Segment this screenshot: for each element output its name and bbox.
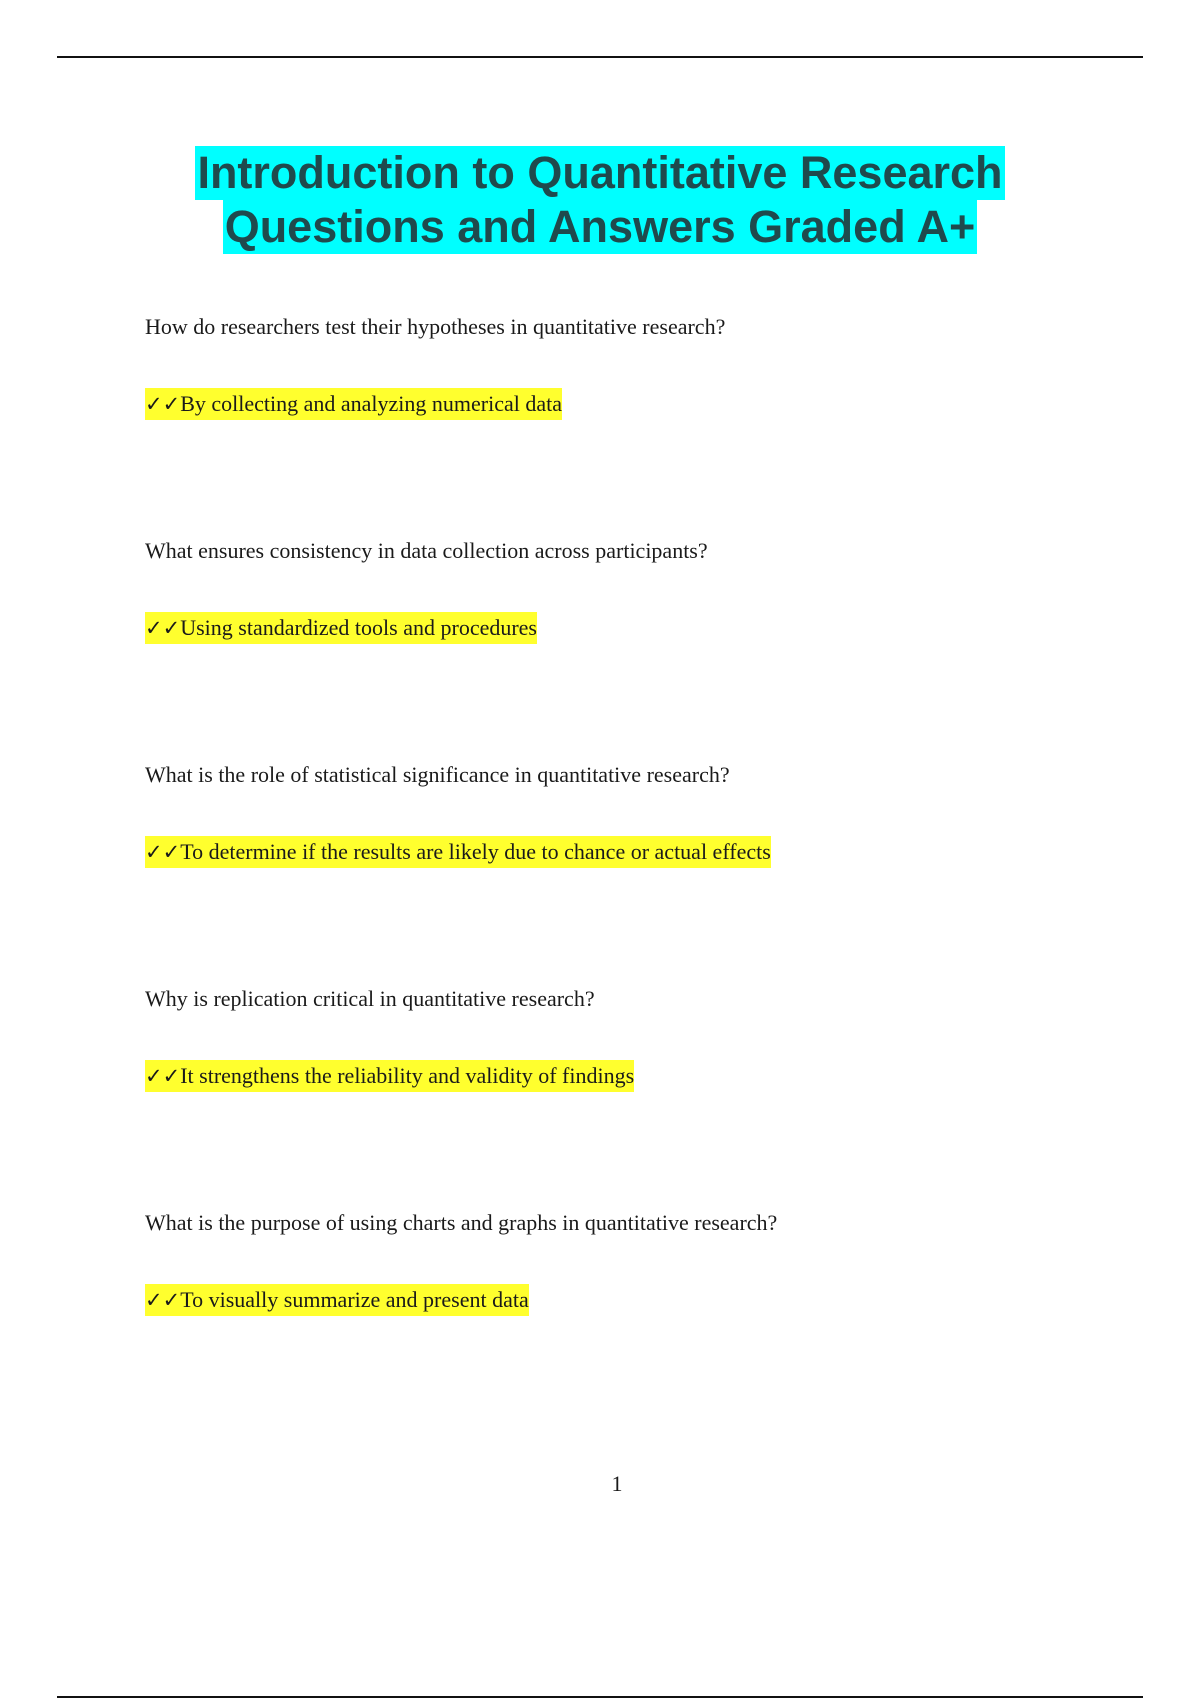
qa-item-4 <box>145 985 1145 1092</box>
double-check-icon: ✓✓ <box>145 1064 181 1088</box>
answer-text <box>145 388 562 420</box>
title-line-1: Introduction to Quantitative Research <box>197 147 1003 198</box>
answer-label: Using standardized tools and procedures <box>180 615 537 640</box>
footer-rule <box>57 1696 1143 1698</box>
double-check-icon: ✓✓ <box>145 616 181 640</box>
title-line-2: Questions and Answers Graded A+ <box>224 201 976 252</box>
qa-item-1 <box>145 313 1145 420</box>
answer-text <box>145 1284 529 1316</box>
answer-text <box>145 612 537 644</box>
answer-text <box>145 1060 634 1092</box>
qa-item-5 <box>145 1209 1145 1316</box>
answer-label: To visually summarize and present data <box>180 1287 529 1312</box>
document-title <box>0 146 1200 254</box>
header-rule <box>57 56 1143 58</box>
question-text: What is the role of statistical significance in quantitative research? <box>145 762 730 787</box>
question-text: How do researchers test their hypotheses in quantitative research? <box>145 314 726 339</box>
answer-label: To determine if the results are likely due to chance or actual effects <box>180 839 771 864</box>
double-check-icon: ✓✓ <box>145 840 181 864</box>
answer-label: By collecting and analyzing numerical data <box>180 391 563 416</box>
double-check-icon: ✓✓ <box>145 1288 181 1312</box>
question-text: What ensures consistency in data collection across participants? <box>145 538 708 563</box>
qa-item-2 <box>145 537 1145 644</box>
question-text: What is the purpose of using charts and graphs in quantitative research? <box>145 1210 778 1235</box>
qa-item-3 <box>145 761 1145 868</box>
page-number: 1 <box>611 1471 623 1496</box>
question-text: Why is replication critical in quantitative research? <box>145 986 595 1011</box>
answer-text <box>145 836 771 868</box>
double-check-icon: ✓✓ <box>145 392 181 416</box>
answer-label: It strengthens the reliability and validity of findings <box>180 1063 635 1088</box>
